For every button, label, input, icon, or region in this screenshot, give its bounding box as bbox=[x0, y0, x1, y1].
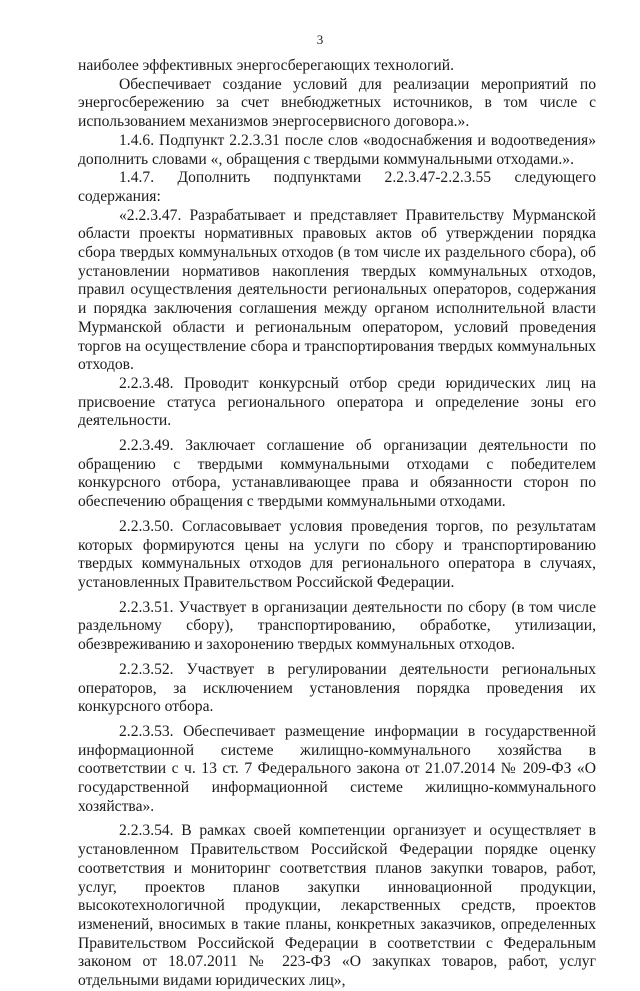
document-body bbox=[78, 57, 596, 991]
paragraph-1-4-7: 1.4.7. Дополнить подпунктами 2.2.3.47-2.2.3.55 следующего содержания: bbox=[78, 169, 596, 205]
paragraph-energy-saving: Обеспечивает создание условий для реализации мероприятий по энергосбережению за счет внебюджетных источников, в том числе с использованием механизмов энергосервисного договора.». bbox=[78, 75, 596, 131]
page-number: 3 bbox=[316, 32, 324, 47]
paragraph-continuation: наиболее эффективных энергосберегающих технологий. bbox=[78, 57, 454, 74]
paragraph-2-2-3-53: 2.2.3.53. Обеспечивает размещение информации в государственной информационной системе жилищно-коммунального хозяйства в соответствии с ч. 13 ст. 7 Федерального закона от 21.07.2014 № 209-ФЗ «О государственной информационной системе жилищно-коммунального хозяйства». bbox=[78, 722, 596, 815]
paragraph-1-4-6: 1.4.6. Подпункт 2.2.3.31 после слов «водоснабжения и водоотведения» дополнить словами «, обращения с твердыми коммунальными отходами.». bbox=[78, 131, 596, 168]
paragraph-2-2-3-49: 2.2.3.49. Заключает соглашение об организации деятельности по обращению с твердыми коммунальными отходами с победителем конкурсного отбора, устанавливающее права и обязанности сторон по обеспечению обращения с твердыми коммунальными отходами. bbox=[78, 437, 596, 511]
paragraph-2-2-3-52: 2.2.3.52. Участвует в регулировании деятельности региональных операторов, за исключением установления порядка проведения их конкурсного отбора. bbox=[78, 660, 596, 716]
paragraph-2-2-3-51: 2.2.3.51. Участвует в организации деятельности по сбору (в том числе раздельному сбору), транспортированию, обработке, утилизации, обезвреживанию и захоронению твердых коммунальных отходов. bbox=[78, 598, 596, 654]
paragraph-2-2-3-47: «2.2.3.47. Разрабатывает и представляет Правительству Мурманской области проекты нормативных правовых актов об утверждении порядка сбора твердых коммунальных отходов (в том числе их раздельного сбора), об установлении нормативов накопления твердых коммунальных отходов, правил осуществления деятельности региональных операторов, содержания и порядка заключения соглашения между органом исполнительной власти Мурманской области и региональным оператором, условий проведения торгов на осуществление сбора и транспортирования твердых коммунальных отходов. bbox=[78, 206, 596, 374]
paragraph-2-2-3-54: 2.2.3.54. В рамках своей компетенции организует и осуществляет в установленном Правительством Российской Федерации порядке оценку соответствия и мониторинг соответствия планов закупки товаров, работ, услуг, проектов планов закупки инновационной продукции, высокотехнологичной продукции, лекарственных средств, проектов изменений, вносимых в такие планы, конкретных заказчиков, определенных Правительством Российской Федерации в соответствии с Федеральным законом от 18.07.2011 № 223-ФЗ «О закупках товаров, работ, услуг отдельными видами юридических лиц», bbox=[78, 822, 596, 990]
paragraph-2-2-3-50: 2.2.3.50. Согласовывает условия проведения торгов, по результатам которых формируются цены на услуги по сбору и транспортированию твердых коммунальных отходов для регионального оператора в случаях, установленных Правительством Российской Федерации. bbox=[78, 517, 596, 591]
paragraph-2-2-3-48: 2.2.3.48. Проводит конкурсный отбор среди юридических лиц на присвоение статуса регионального оператора и определение зоны его деятельности. bbox=[78, 374, 596, 430]
